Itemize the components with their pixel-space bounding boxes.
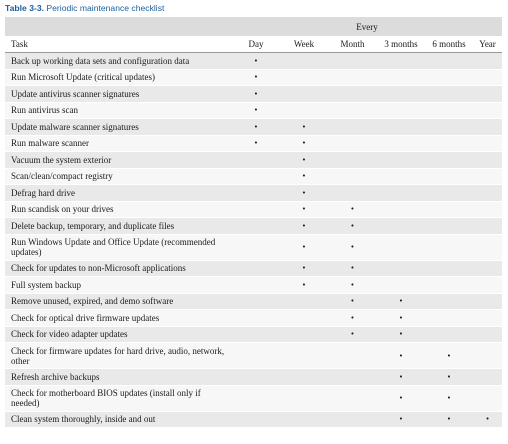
frequency-bullet: •	[377, 411, 425, 428]
task-cell: Run malware scanner	[5, 135, 232, 152]
frequency-empty-cell	[280, 411, 328, 428]
frequency-empty-cell	[473, 102, 502, 119]
frequency-bullet: •	[232, 86, 280, 103]
frequency-empty-cell	[328, 102, 377, 119]
frequency-empty-cell	[473, 201, 502, 218]
task-cell: Remove unused, expired, and demo software	[5, 293, 232, 310]
task-cell: Full system backup	[5, 277, 232, 294]
frequency-empty-cell	[473, 326, 502, 343]
group-header-row	[5, 17, 502, 36]
frequency-bullet: •	[232, 102, 280, 119]
task-cell: Run Microsoft Update (critical updates)	[5, 69, 232, 86]
frequency-bullet: •	[280, 152, 328, 169]
table-body	[5, 53, 502, 428]
frequency-empty-cell	[328, 369, 377, 386]
frequency-empty-cell	[232, 411, 280, 428]
frequency-bullet: •	[280, 234, 328, 260]
table-row	[5, 218, 502, 235]
frequency-empty-cell	[473, 86, 502, 103]
task-cell: Run Windows Update and Office Update (recommended updates)	[5, 234, 232, 260]
table-row	[5, 385, 502, 411]
frequency-empty-cell	[425, 234, 473, 260]
frequency-empty-cell	[280, 310, 328, 327]
frequency-bullet: •	[232, 53, 280, 70]
frequency-empty-cell	[328, 168, 377, 185]
frequency-empty-cell	[473, 277, 502, 294]
frequency-empty-cell	[425, 69, 473, 86]
frequency-empty-cell	[473, 385, 502, 411]
frequency-empty-cell	[377, 86, 425, 103]
frequency-empty-cell	[425, 152, 473, 169]
frequency-bullet: •	[425, 411, 473, 428]
frequency-empty-cell	[473, 234, 502, 260]
frequency-empty-cell	[473, 369, 502, 386]
frequency-empty-cell	[473, 69, 502, 86]
frequency-bullet: •	[328, 326, 377, 343]
table-row	[5, 326, 502, 343]
task-cell: Vacuum the system exterior	[5, 152, 232, 169]
frequency-empty-cell	[280, 102, 328, 119]
frequency-bullet: •	[232, 135, 280, 152]
frequency-bullet: •	[328, 218, 377, 235]
table-row	[5, 86, 502, 103]
frequency-bullet: •	[377, 369, 425, 386]
table-row	[5, 277, 502, 294]
frequency-bullet: •	[425, 385, 473, 411]
frequency-empty-cell	[473, 53, 502, 70]
table-row	[5, 185, 502, 202]
task-cell: Check for optical drive firmware updates	[5, 310, 232, 327]
frequency-empty-cell	[280, 293, 328, 310]
frequency-bullet: •	[328, 310, 377, 327]
frequency-empty-cell	[232, 326, 280, 343]
table-row	[5, 310, 502, 327]
frequency-empty-cell	[377, 201, 425, 218]
table-row	[5, 234, 502, 260]
frequency-bullet: •	[280, 260, 328, 277]
frequency-empty-cell	[232, 152, 280, 169]
frequency-empty-cell	[328, 135, 377, 152]
table-title: Periodic maintenance checklist	[46, 3, 165, 13]
task-cell: Update malware scanner signatures	[5, 119, 232, 136]
frequency-bullet: •	[280, 168, 328, 185]
frequency-bullet: •	[425, 343, 473, 369]
frequency-empty-cell	[377, 135, 425, 152]
frequency-empty-cell	[377, 168, 425, 185]
frequency-empty-cell	[473, 218, 502, 235]
frequency-empty-cell	[425, 277, 473, 294]
frequency-empty-cell	[232, 293, 280, 310]
frequency-bullet: •	[377, 343, 425, 369]
frequency-empty-cell	[425, 102, 473, 119]
frequency-empty-cell	[280, 369, 328, 386]
frequency-empty-cell	[473, 293, 502, 310]
task-cell: Delete backup, temporary, and duplicate files	[5, 218, 232, 235]
column-header-3-months: 3 months	[377, 36, 425, 53]
frequency-empty-cell	[232, 201, 280, 218]
column-header-row	[5, 36, 502, 53]
frequency-bullet: •	[425, 369, 473, 386]
task-cell: Clean system thoroughly, inside and out	[5, 411, 232, 428]
frequency-empty-cell	[328, 185, 377, 202]
frequency-empty-cell	[280, 326, 328, 343]
frequency-empty-cell	[232, 168, 280, 185]
frequency-bullet: •	[377, 293, 425, 310]
frequency-bullet: •	[473, 411, 502, 428]
table-row	[5, 201, 502, 218]
column-header-year: Year	[473, 36, 502, 53]
frequency-bullet: •	[328, 260, 377, 277]
table-row	[5, 102, 502, 119]
frequency-bullet: •	[232, 119, 280, 136]
task-cell: Run antivirus scan	[5, 102, 232, 119]
frequency-empty-cell	[425, 310, 473, 327]
frequency-empty-cell	[328, 411, 377, 428]
frequency-empty-cell	[473, 119, 502, 136]
frequency-empty-cell	[377, 152, 425, 169]
header-spacer	[5, 17, 232, 36]
frequency-empty-cell	[280, 86, 328, 103]
frequency-empty-cell	[328, 119, 377, 136]
frequency-empty-cell	[473, 343, 502, 369]
column-header-day: Day	[232, 36, 280, 53]
frequency-empty-cell	[377, 102, 425, 119]
table-row	[5, 135, 502, 152]
frequency-bullet: •	[232, 69, 280, 86]
table-row	[5, 260, 502, 277]
frequency-empty-cell	[473, 135, 502, 152]
frequency-empty-cell	[232, 277, 280, 294]
task-cell: Scan/clean/compact registry	[5, 168, 232, 185]
frequency-empty-cell	[473, 185, 502, 202]
task-cell: Defrag hard drive	[5, 185, 232, 202]
frequency-empty-cell	[425, 260, 473, 277]
table-row	[5, 411, 502, 428]
frequency-empty-cell	[280, 53, 328, 70]
column-header-week: Week	[280, 36, 328, 53]
table-row	[5, 293, 502, 310]
maintenance-table	[5, 17, 502, 428]
table-row	[5, 69, 502, 86]
task-cell: Check for updates to non-Microsoft applications	[5, 260, 232, 277]
frequency-empty-cell	[328, 69, 377, 86]
frequency-empty-cell	[232, 310, 280, 327]
frequency-empty-cell	[377, 218, 425, 235]
frequency-bullet: •	[280, 185, 328, 202]
frequency-bullet: •	[328, 277, 377, 294]
frequency-empty-cell	[328, 152, 377, 169]
frequency-empty-cell	[328, 385, 377, 411]
frequency-empty-cell	[232, 185, 280, 202]
table-caption	[5, 3, 164, 13]
frequency-empty-cell	[280, 343, 328, 369]
frequency-bullet: •	[328, 201, 377, 218]
column-header-month: Month	[328, 36, 377, 53]
frequency-empty-cell	[377, 69, 425, 86]
frequency-empty-cell	[425, 201, 473, 218]
frequency-empty-cell	[280, 69, 328, 86]
frequency-bullet: •	[377, 310, 425, 327]
frequency-empty-cell	[232, 218, 280, 235]
task-column-header: Task	[5, 36, 232, 53]
frequency-empty-cell	[425, 218, 473, 235]
task-cell: Refresh archive backups	[5, 369, 232, 386]
frequency-bullet: •	[377, 385, 425, 411]
frequency-empty-cell	[473, 310, 502, 327]
frequency-empty-cell	[425, 86, 473, 103]
frequency-empty-cell	[377, 277, 425, 294]
table-row	[5, 343, 502, 369]
frequency-bullet: •	[280, 119, 328, 136]
table-row	[5, 53, 502, 70]
frequency-bullet: •	[280, 135, 328, 152]
column-header-6-months: 6 months	[425, 36, 473, 53]
frequency-empty-cell	[473, 152, 502, 169]
table-label: Table 3-3.	[5, 3, 45, 13]
every-header: Every	[232, 17, 502, 36]
frequency-empty-cell	[232, 385, 280, 411]
frequency-empty-cell	[473, 168, 502, 185]
frequency-empty-cell	[328, 53, 377, 70]
frequency-empty-cell	[328, 86, 377, 103]
frequency-empty-cell	[425, 185, 473, 202]
table-row	[5, 168, 502, 185]
table-row	[5, 119, 502, 136]
task-cell: Run scandisk on your drives	[5, 201, 232, 218]
frequency-empty-cell	[425, 326, 473, 343]
frequency-bullet: •	[280, 201, 328, 218]
frequency-empty-cell	[425, 293, 473, 310]
frequency-bullet: •	[328, 234, 377, 260]
frequency-empty-cell	[425, 168, 473, 185]
frequency-bullet: •	[328, 293, 377, 310]
task-cell: Update antivirus scanner signatures	[5, 86, 232, 103]
task-cell: Check for motherboard BIOS updates (install only if needed)	[5, 385, 232, 411]
frequency-bullet: •	[280, 218, 328, 235]
frequency-empty-cell	[377, 119, 425, 136]
frequency-empty-cell	[377, 234, 425, 260]
frequency-empty-cell	[328, 343, 377, 369]
frequency-empty-cell	[377, 53, 425, 70]
frequency-empty-cell	[232, 260, 280, 277]
table-row	[5, 369, 502, 386]
task-cell: Back up working data sets and configuration data	[5, 53, 232, 70]
frequency-empty-cell	[425, 135, 473, 152]
frequency-empty-cell	[232, 369, 280, 386]
frequency-bullet: •	[377, 326, 425, 343]
table-row	[5, 152, 502, 169]
frequency-empty-cell	[377, 260, 425, 277]
task-cell: Check for video adapter updates	[5, 326, 232, 343]
frequency-bullet: •	[280, 277, 328, 294]
frequency-empty-cell	[232, 234, 280, 260]
frequency-empty-cell	[473, 260, 502, 277]
frequency-empty-cell	[280, 385, 328, 411]
task-cell: Check for firmware updates for hard drive, audio, network, other	[5, 343, 232, 369]
frequency-empty-cell	[425, 53, 473, 70]
frequency-empty-cell	[377, 185, 425, 202]
frequency-empty-cell	[232, 343, 280, 369]
frequency-empty-cell	[425, 119, 473, 136]
